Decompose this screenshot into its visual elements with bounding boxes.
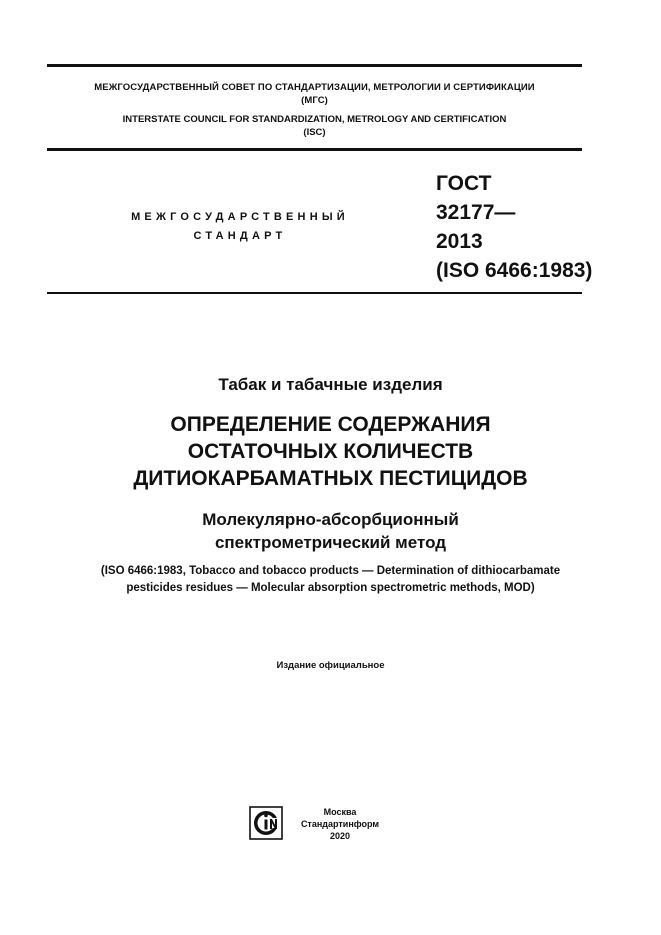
- council-en-abbr: (ISC): [303, 127, 326, 138]
- iso-title: [20, 563, 641, 597]
- council-en-name: INTERSTATE COUNCIL FOR STANDARDIZATION, METROLOGY AND CERTIFICATION: [122, 114, 507, 125]
- method-title-line1: Молекулярно-абсорбционный: [202, 510, 459, 529]
- iso-reference: (ISO 6466:1983): [436, 259, 593, 282]
- council-ru-name: МЕЖГОСУДАРСТВЕННЫЙ СОВЕТ ПО СТАНДАРТИЗАЦИИ, МЕТРОЛОГИИ И СЕРТИФИКАЦИИ: [94, 82, 535, 93]
- method-title: [20, 508, 641, 554]
- council-en-block: [47, 113, 582, 139]
- standartinform-logo-icon: [249, 806, 283, 840]
- main-title-line2: ОСТАТОЧНЫХ КОЛИЧЕСТВ: [187, 440, 474, 463]
- method-title-line2: спектрометрический метод: [214, 533, 447, 552]
- council-ru-block: [47, 81, 582, 107]
- standard-type-line1: МЕЖГОСУДАРСТВЕННЫЙ: [131, 211, 349, 223]
- gost-year: 2013: [436, 230, 483, 253]
- top-rule: [47, 64, 582, 67]
- main-title-line3: ДИТИОКАРБАМАТНЫХ ПЕСТИЦИДОВ: [133, 467, 528, 490]
- edition-note: Издание официальное: [276, 660, 385, 671]
- main-title-line1: ОПРЕДЕЛЕНИЕ СОДЕРЖАНИЯ: [170, 413, 491, 436]
- gost-number: 32177—: [436, 201, 516, 224]
- council-ru-abbr: (МГС): [301, 95, 328, 106]
- iso-title-line2: pesticides residues — Molecular absorption spectrometric methods, MOD): [126, 582, 535, 594]
- designation-block: [436, 169, 592, 285]
- header-rule: [47, 292, 582, 294]
- publisher-name: Стандартинформ: [300, 819, 380, 829]
- publisher-city: Москва: [323, 807, 357, 817]
- standard-type: [110, 208, 370, 246]
- publisher-year: 2020: [329, 831, 351, 841]
- gost-label: ГОСТ: [436, 172, 492, 195]
- iso-title-line1: (ISO 6466:1983, Tobacco and tobacco products — Determination of dithiocarbamate: [100, 565, 561, 577]
- council-rule: [47, 148, 582, 151]
- standard-type-line2: СТАНДАРТ: [193, 230, 287, 242]
- product-title: Табак и табачные изделия: [218, 375, 443, 394]
- main-title: [20, 411, 641, 492]
- publisher-block: [296, 806, 384, 842]
